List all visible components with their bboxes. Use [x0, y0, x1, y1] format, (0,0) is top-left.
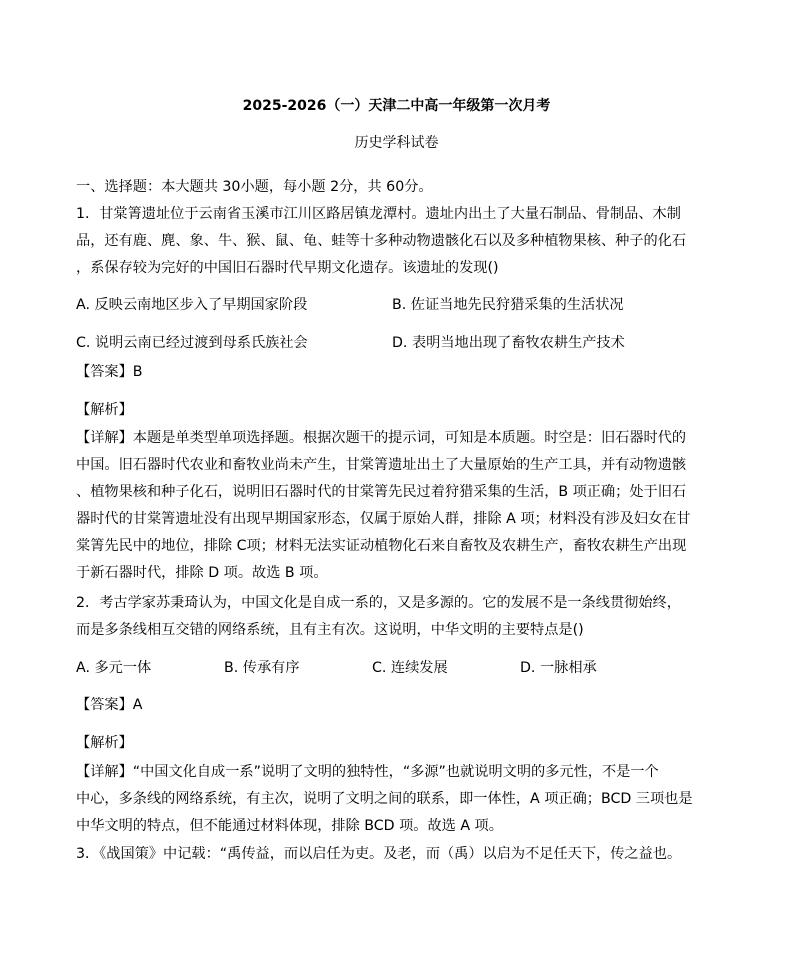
- question-1-detail-line: 、植物果核和种子化石，说明旧石器时代的甘棠箐先民过着狩猎采集的生活，B 项正确；处于旧石: [76, 484, 687, 500]
- question-2-detail-line: 中华文明的特点，但不能通过材料体现，排除 BCD 项。故选 A 项。: [76, 818, 503, 834]
- question-1-option-d: D. 表明当地出现了畜牧农耕生产技术: [392, 335, 625, 351]
- question-2-option-c: C. 连续发展: [372, 660, 448, 676]
- question-1-analysis-label: 【解析】: [76, 402, 133, 418]
- exam-title: 2025-2026（一）天津二中高一年级第一次月考: [242, 98, 551, 114]
- subject-title: 历史学科试卷: [354, 135, 439, 151]
- question-2-answer: 【答案】A: [76, 697, 143, 713]
- question-1-option-b: B. 佐证当地先民狩猎采集的生活状况: [392, 297, 624, 313]
- question-1-option-c: C. 说明云南已经过渡到母系氏族社会: [76, 335, 308, 351]
- question-1-answer: 【答案】B: [76, 364, 143, 380]
- question-2-stem-line: 而是多条线相互交错的网络系统，且有主有次。这说明，中华文明的主要特点是(): [76, 622, 584, 638]
- question-3-stem-line: 3．《战国策》中记载：“禹传益，而以启任为吏。及老，而（禹）以启为不足任天下，传之益也。: [76, 846, 682, 862]
- question-2-analysis-label: 【解析】: [76, 735, 133, 751]
- question-1-detail-line: 棠箐先民中的地位，排除 C项；材料无法实证动植物化石来自畜牧及农耕生产，畜牧农耕生产出现: [76, 538, 687, 554]
- question-1-detail-line: 中国。旧石器时代农业和畜牧业尚未产生，甘棠箐遗址出土了大量原始的生产工具，并有动物遗骸: [76, 457, 687, 473]
- question-1-detail-line: 于新石器时代，排除 D 项。故选 B 项。: [76, 565, 328, 581]
- question-2-option-d: D. 一脉相承: [520, 660, 597, 676]
- question-2-stem-line: 2．考古学家苏秉琦认为，中国文化是自成一系的，又是多源的。它的发展不是一条线贯彻始终，: [76, 595, 681, 611]
- question-2-detail-line: 中心，多条线的网络系统，有主次，说明了文明之间的联系，即一体性，A 项正确；BCD 三项也是: [76, 791, 693, 807]
- question-1-stem-line: 1．甘棠箐遗址位于云南省玉溪市江川区路居镇龙潭村。遗址内出土了大量石制品、骨制品、木制: [76, 206, 681, 222]
- question-1-stem-line: 品，还有鹿、麂、象、牛、猴、鼠、龟、蛙等十多种动物遗骸化石以及多种植物果核、种子的化石: [76, 233, 687, 249]
- question-1-stem-line: ，系保存较为完好的中国旧石器时代早期文化遗存。该遗址的发现(): [76, 260, 499, 276]
- question-1-detail-line: 【详解】本题是单类型单项选择题。根据次题干的提示词，可知是本质题。时空是：旧石器时代的: [76, 430, 687, 446]
- question-1-option-a: A. 反映云南地区步入了早期国家阶段: [76, 297, 308, 313]
- question-2-option-b: B. 传承有序: [224, 660, 300, 676]
- question-2-option-a: A. 多元一体: [76, 660, 152, 676]
- question-1-detail-line: 器时代的甘棠箐遗址没有出现早期国家形态，仅属于原始人群，排除 A 项；材料没有涉及妇女在甘: [76, 511, 691, 527]
- question-2-detail-line: 【详解】“中国文化自成一系”说明了文明的独特性，“多源”也就说明文明的多元性，不是一个: [76, 764, 659, 780]
- section-heading: 一、选择题：本大题共 30小题，每小题 2分，共 60分。: [76, 179, 433, 195]
